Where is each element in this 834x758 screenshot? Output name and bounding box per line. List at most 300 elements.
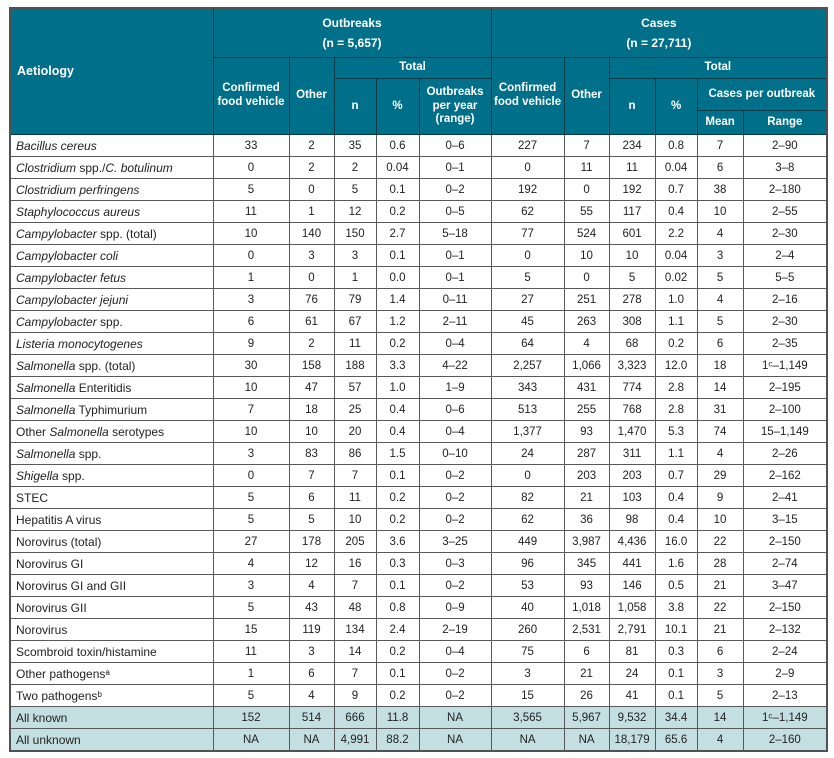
table-row — [10, 223, 827, 245]
value-cell: 1 — [334, 267, 376, 289]
value-cell: 2 — [334, 157, 376, 179]
value-cell: 2–100 — [743, 399, 827, 421]
value-cell: 0.1 — [376, 465, 419, 487]
value-cell: 3 — [213, 289, 289, 311]
value-cell: 79 — [334, 289, 376, 311]
value-cell: 601 — [609, 223, 655, 245]
value-cell: 2 — [289, 157, 334, 179]
value-cell: 1 — [213, 267, 289, 289]
column-header-cases-other: Other — [564, 58, 609, 135]
value-cell: 119 — [289, 619, 334, 641]
value-cell: 2–150 — [743, 597, 827, 619]
value-cell: 774 — [609, 377, 655, 399]
value-cell: 83 — [289, 443, 334, 465]
value-cell: 227 — [491, 135, 564, 157]
table-row — [10, 421, 827, 443]
table-row — [10, 267, 827, 289]
value-cell: 5 — [213, 487, 289, 509]
value-cell: 10 — [697, 201, 743, 223]
value-cell: 0–2 — [419, 487, 491, 509]
table-row — [10, 685, 827, 707]
value-cell: 62 — [491, 509, 564, 531]
column-group-cases-per-outbreak: Cases per outbreak — [697, 79, 827, 111]
value-cell: 0–3 — [419, 553, 491, 575]
value-cell: 7 — [334, 575, 376, 597]
value-cell: 3–25 — [419, 531, 491, 553]
column-header-cases-percent: % — [655, 79, 697, 135]
table-row — [10, 289, 827, 311]
value-cell: 140 — [289, 223, 334, 245]
value-cell: 2–24 — [743, 641, 827, 663]
value-cell: 0.1 — [655, 685, 697, 707]
table-row — [10, 201, 827, 223]
value-cell: 0 — [564, 179, 609, 201]
value-cell: 65.6 — [655, 729, 697, 752]
value-cell: 0–9 — [419, 597, 491, 619]
table-row — [10, 729, 827, 752]
value-cell: 67 — [334, 311, 376, 333]
value-cell: 3.3 — [376, 355, 419, 377]
value-cell: 45 — [491, 311, 564, 333]
table-body — [10, 135, 827, 752]
value-cell: 3 — [697, 245, 743, 267]
value-cell: 3 — [289, 245, 334, 267]
value-cell: 449 — [491, 531, 564, 553]
value-cell: 3–15 — [743, 509, 827, 531]
value-cell: 88.2 — [376, 729, 419, 752]
value-cell: 2–162 — [743, 465, 827, 487]
value-cell: 27 — [213, 531, 289, 553]
table-row — [10, 333, 827, 355]
value-cell: 260 — [491, 619, 564, 641]
value-cell: 0 — [491, 465, 564, 487]
value-cell: 5–18 — [419, 223, 491, 245]
value-cell: 21 — [697, 619, 743, 641]
table-row — [10, 597, 827, 619]
value-cell: 263 — [564, 311, 609, 333]
value-cell: 2–150 — [743, 531, 827, 553]
value-cell: 10 — [697, 509, 743, 531]
value-cell: 6 — [697, 641, 743, 663]
aetiology-cell: Salmonella Enteritidis — [10, 377, 213, 399]
value-cell: NA — [491, 729, 564, 752]
value-cell: 11 — [564, 157, 609, 179]
value-cell: 150 — [334, 223, 376, 245]
aetiology-cell: Campylobacter fetus — [10, 267, 213, 289]
table-row — [10, 355, 827, 377]
aetiology-cell: Norovirus GII — [10, 597, 213, 619]
value-cell: 7 — [697, 135, 743, 157]
value-cell: 5 — [213, 685, 289, 707]
value-cell: 6 — [289, 663, 334, 685]
column-header-outbreaks-confirmed-food-vehicle: Confirmed food vehicle — [213, 58, 289, 135]
value-cell: 2–9 — [743, 663, 827, 685]
value-cell: 192 — [491, 179, 564, 201]
value-cell: 5 — [213, 509, 289, 531]
aetiology-cell: Clostridium perfringens — [10, 179, 213, 201]
value-cell: 16.0 — [655, 531, 697, 553]
value-cell: 3.8 — [655, 597, 697, 619]
value-cell: 768 — [609, 399, 655, 421]
value-cell: 68 — [609, 333, 655, 355]
aetiology-cell: Listeria monocytogenes — [10, 333, 213, 355]
value-cell: 666 — [334, 707, 376, 729]
aetiology-cell: Norovirus GI and GII — [10, 575, 213, 597]
value-cell: 146 — [609, 575, 655, 597]
column-header-outbreaks-per-year: Outbreaks per year (range) — [419, 79, 491, 135]
value-cell: 1.4 — [376, 289, 419, 311]
value-cell: 0 — [289, 179, 334, 201]
table-header — [10, 8, 827, 135]
value-cell: 3,987 — [564, 531, 609, 553]
value-cell: 15 — [213, 619, 289, 641]
value-cell: 6 — [697, 333, 743, 355]
value-cell: 55 — [564, 201, 609, 223]
value-cell: 441 — [609, 553, 655, 575]
value-cell: 57 — [334, 377, 376, 399]
value-cell: 3.6 — [376, 531, 419, 553]
value-cell: 22 — [697, 531, 743, 553]
value-cell: 3 — [213, 443, 289, 465]
value-cell: 12 — [289, 553, 334, 575]
value-cell: 86 — [334, 443, 376, 465]
value-cell: 0–1 — [419, 157, 491, 179]
value-cell: 11 — [609, 157, 655, 179]
value-cell: 5,967 — [564, 707, 609, 729]
value-cell: 0.4 — [376, 399, 419, 421]
value-cell: 7 — [334, 465, 376, 487]
value-cell: 27 — [491, 289, 564, 311]
value-cell: 2.8 — [655, 377, 697, 399]
value-cell: 0–6 — [419, 399, 491, 421]
value-cell: 0.3 — [376, 553, 419, 575]
value-cell: 0–10 — [419, 443, 491, 465]
value-cell: 35 — [334, 135, 376, 157]
column-header-outbreaks-n: n — [334, 79, 376, 135]
value-cell: 6 — [213, 311, 289, 333]
value-cell: 0.2 — [376, 201, 419, 223]
value-cell: 0.04 — [655, 157, 697, 179]
value-cell: 41 — [609, 685, 655, 707]
aetiology-outbreaks-cases-table — [9, 7, 828, 752]
value-cell: 38 — [697, 179, 743, 201]
value-cell: 343 — [491, 377, 564, 399]
outbreaks-title: Outbreaks — [322, 15, 382, 30]
value-cell: 18 — [697, 355, 743, 377]
value-cell: 205 — [334, 531, 376, 553]
value-cell: 3–47 — [743, 575, 827, 597]
value-cell: 255 — [564, 399, 609, 421]
column-header-mean: Mean — [697, 111, 743, 135]
value-cell: 7 — [334, 663, 376, 685]
value-cell: 36 — [564, 509, 609, 531]
value-cell: 28 — [697, 553, 743, 575]
aetiology-cell: Other pathogensᵃ — [10, 663, 213, 685]
value-cell: 0–4 — [419, 421, 491, 443]
value-cell: 9 — [697, 487, 743, 509]
value-cell: 11 — [334, 487, 376, 509]
aetiology-cell: Campylobacter jejuni — [10, 289, 213, 311]
aetiology-cell: Campylobacter spp. (total) — [10, 223, 213, 245]
value-cell: 4 — [213, 553, 289, 575]
value-cell: 76 — [289, 289, 334, 311]
value-cell: 152 — [213, 707, 289, 729]
value-cell: 14 — [334, 641, 376, 663]
column-group-cases-total: Total — [609, 58, 827, 79]
value-cell: 0–1 — [419, 267, 491, 289]
value-cell: 1,470 — [609, 421, 655, 443]
value-cell: 0 — [491, 245, 564, 267]
column-group-outbreaks — [213, 8, 491, 58]
table-row — [10, 553, 827, 575]
aetiology-cell: Clostridium spp./C. botulinum — [10, 157, 213, 179]
value-cell: 0.8 — [376, 597, 419, 619]
value-cell: 77 — [491, 223, 564, 245]
table-row — [10, 377, 827, 399]
value-cell: 31 — [697, 399, 743, 421]
value-cell: 5 — [609, 267, 655, 289]
aetiology-cell: Other Salmonella serotypes — [10, 421, 213, 443]
value-cell: 234 — [609, 135, 655, 157]
cases-title: Cases — [641, 15, 677, 30]
value-cell: 3 — [491, 663, 564, 685]
value-cell: 2.2 — [655, 223, 697, 245]
value-cell: 93 — [564, 421, 609, 443]
value-cell: 0–6 — [419, 135, 491, 157]
table-row — [10, 641, 827, 663]
value-cell: 2–19 — [419, 619, 491, 641]
aetiology-cell: Hepatitis A virus — [10, 509, 213, 531]
value-cell: 0.2 — [376, 333, 419, 355]
value-cell: 18 — [289, 399, 334, 421]
table-row — [10, 443, 827, 465]
value-cell: 0.1 — [376, 575, 419, 597]
column-header-aetiology: Aetiology — [10, 8, 213, 135]
value-cell: 18,179 — [609, 729, 655, 752]
value-cell: 0.2 — [376, 509, 419, 531]
table-row — [10, 663, 827, 685]
value-cell: 75 — [491, 641, 564, 663]
value-cell: 15–1,149 — [743, 421, 827, 443]
value-cell: 3,323 — [609, 355, 655, 377]
aetiology-cell: Two pathogensᵇ — [10, 685, 213, 707]
table-row — [10, 399, 827, 421]
value-cell: 5 — [213, 179, 289, 201]
value-cell: 2–132 — [743, 619, 827, 641]
aetiology-cell: All unknown — [10, 729, 213, 752]
value-cell: 5–5 — [743, 267, 827, 289]
value-cell: 43 — [289, 597, 334, 619]
value-cell: 64 — [491, 333, 564, 355]
value-cell: 2–35 — [743, 333, 827, 355]
value-cell: 0.5 — [655, 575, 697, 597]
table-row — [10, 509, 827, 531]
value-cell: 1 — [213, 663, 289, 685]
value-cell: 2–13 — [743, 685, 827, 707]
value-cell: 0.1 — [655, 663, 697, 685]
value-cell: 53 — [491, 575, 564, 597]
value-cell: 0–2 — [419, 685, 491, 707]
value-cell: 5 — [289, 509, 334, 531]
value-cell: 24 — [491, 443, 564, 465]
aetiology-cell: Norovirus (total) — [10, 531, 213, 553]
value-cell: 6 — [697, 157, 743, 179]
value-cell: 2 — [289, 333, 334, 355]
value-cell: 5 — [491, 267, 564, 289]
value-cell: 0.1 — [376, 179, 419, 201]
value-cell: 1.6 — [655, 553, 697, 575]
value-cell: 2.8 — [655, 399, 697, 421]
value-cell: 81 — [609, 641, 655, 663]
value-cell: 0–4 — [419, 641, 491, 663]
aetiology-cell: Bacillus cereus — [10, 135, 213, 157]
value-cell: 62 — [491, 201, 564, 223]
value-cell: 0–5 — [419, 201, 491, 223]
value-cell: 6 — [289, 487, 334, 509]
value-cell: 7 — [289, 465, 334, 487]
value-cell: 16 — [334, 553, 376, 575]
value-cell: 47 — [289, 377, 334, 399]
value-cell: 117 — [609, 201, 655, 223]
value-cell: 158 — [289, 355, 334, 377]
value-cell: 12.0 — [655, 355, 697, 377]
value-cell: 5 — [697, 311, 743, 333]
value-cell: 2–55 — [743, 201, 827, 223]
value-cell: 5 — [697, 267, 743, 289]
table-row — [10, 157, 827, 179]
value-cell: NA — [419, 729, 491, 752]
value-cell: 0 — [491, 157, 564, 179]
value-cell: 431 — [564, 377, 609, 399]
value-cell: 11 — [213, 641, 289, 663]
value-cell: 34.4 — [655, 707, 697, 729]
value-cell: 345 — [564, 553, 609, 575]
value-cell: 278 — [609, 289, 655, 311]
value-cell: 2–41 — [743, 487, 827, 509]
value-cell: 2–74 — [743, 553, 827, 575]
value-cell: 9,532 — [609, 707, 655, 729]
value-cell: 9 — [334, 685, 376, 707]
value-cell: 188 — [334, 355, 376, 377]
value-cell: 0.7 — [655, 465, 697, 487]
value-cell: 2–30 — [743, 223, 827, 245]
value-cell: 4–22 — [419, 355, 491, 377]
aetiology-cell: STEC — [10, 487, 213, 509]
value-cell: 1–9 — [419, 377, 491, 399]
value-cell: 7 — [564, 135, 609, 157]
value-cell: 33 — [213, 135, 289, 157]
value-cell: 287 — [564, 443, 609, 465]
table-row — [10, 311, 827, 333]
value-cell: 30 — [213, 355, 289, 377]
value-cell: 0.7 — [655, 179, 697, 201]
value-cell: 6 — [564, 641, 609, 663]
value-cell: 1.0 — [655, 289, 697, 311]
value-cell: 98 — [609, 509, 655, 531]
column-header-cases-n: n — [609, 79, 655, 135]
value-cell: 10 — [213, 421, 289, 443]
value-cell: 4 — [697, 443, 743, 465]
value-cell: 308 — [609, 311, 655, 333]
value-cell: 82 — [491, 487, 564, 509]
value-cell: 4,436 — [609, 531, 655, 553]
value-cell: 178 — [289, 531, 334, 553]
value-cell: 2.7 — [376, 223, 419, 245]
value-cell: 9 — [213, 333, 289, 355]
value-cell: 24 — [609, 663, 655, 685]
value-cell: 2,257 — [491, 355, 564, 377]
value-cell: 0.4 — [655, 487, 697, 509]
table-row — [10, 575, 827, 597]
aetiology-cell: Shigella spp. — [10, 465, 213, 487]
value-cell: 3 — [334, 245, 376, 267]
value-cell: 10 — [609, 245, 655, 267]
value-cell: 192 — [609, 179, 655, 201]
value-cell: 134 — [334, 619, 376, 641]
value-cell: 0.0 — [376, 267, 419, 289]
value-cell: 2 — [289, 135, 334, 157]
value-cell: 93 — [564, 575, 609, 597]
aetiology-cell: Norovirus — [10, 619, 213, 641]
value-cell: 7 — [213, 399, 289, 421]
value-cell: 5 — [334, 179, 376, 201]
value-cell: 0.2 — [376, 487, 419, 509]
value-cell: 1.5 — [376, 443, 419, 465]
value-cell: 1,058 — [609, 597, 655, 619]
value-cell: 2–160 — [743, 729, 827, 752]
value-cell: 0.3 — [655, 641, 697, 663]
value-cell: 61 — [289, 311, 334, 333]
value-cell: 3 — [697, 663, 743, 685]
value-cell: 2–26 — [743, 443, 827, 465]
value-cell: 0 — [289, 267, 334, 289]
value-cell: 2–180 — [743, 179, 827, 201]
value-cell: 0.1 — [376, 245, 419, 267]
value-cell: 10 — [334, 509, 376, 531]
aetiology-cell: Salmonella spp. (total) — [10, 355, 213, 377]
value-cell: 15 — [491, 685, 564, 707]
value-cell: 3 — [213, 575, 289, 597]
value-cell: 0.04 — [655, 245, 697, 267]
value-cell: 1.2 — [376, 311, 419, 333]
value-cell: NA — [564, 729, 609, 752]
value-cell: 1ᶜ–1,149 — [743, 355, 827, 377]
aetiology-cell: Campylobacter coli — [10, 245, 213, 267]
value-cell: 4 — [697, 729, 743, 752]
value-cell: 2.4 — [376, 619, 419, 641]
value-cell: 1.1 — [655, 443, 697, 465]
aetiology-cell: Staphylococcus aureus — [10, 201, 213, 223]
table-row — [10, 619, 827, 641]
value-cell: 1,066 — [564, 355, 609, 377]
value-cell: 4,991 — [334, 729, 376, 752]
value-cell: 0 — [213, 157, 289, 179]
column-group-cases — [491, 8, 827, 58]
column-header-outbreaks-percent: % — [376, 79, 419, 135]
value-cell: 5 — [697, 685, 743, 707]
value-cell: 103 — [609, 487, 655, 509]
aetiology-cell: Campylobacter spp. — [10, 311, 213, 333]
value-cell: 3–8 — [743, 157, 827, 179]
value-cell: 1,018 — [564, 597, 609, 619]
value-cell: 0.2 — [655, 333, 697, 355]
value-cell: 10 — [289, 421, 334, 443]
table-row — [10, 245, 827, 267]
value-cell: 26 — [564, 685, 609, 707]
column-header-cases-confirmed-food-vehicle: Confirmed food vehicle — [491, 58, 564, 135]
value-cell: 2–16 — [743, 289, 827, 311]
value-cell: 11.8 — [376, 707, 419, 729]
